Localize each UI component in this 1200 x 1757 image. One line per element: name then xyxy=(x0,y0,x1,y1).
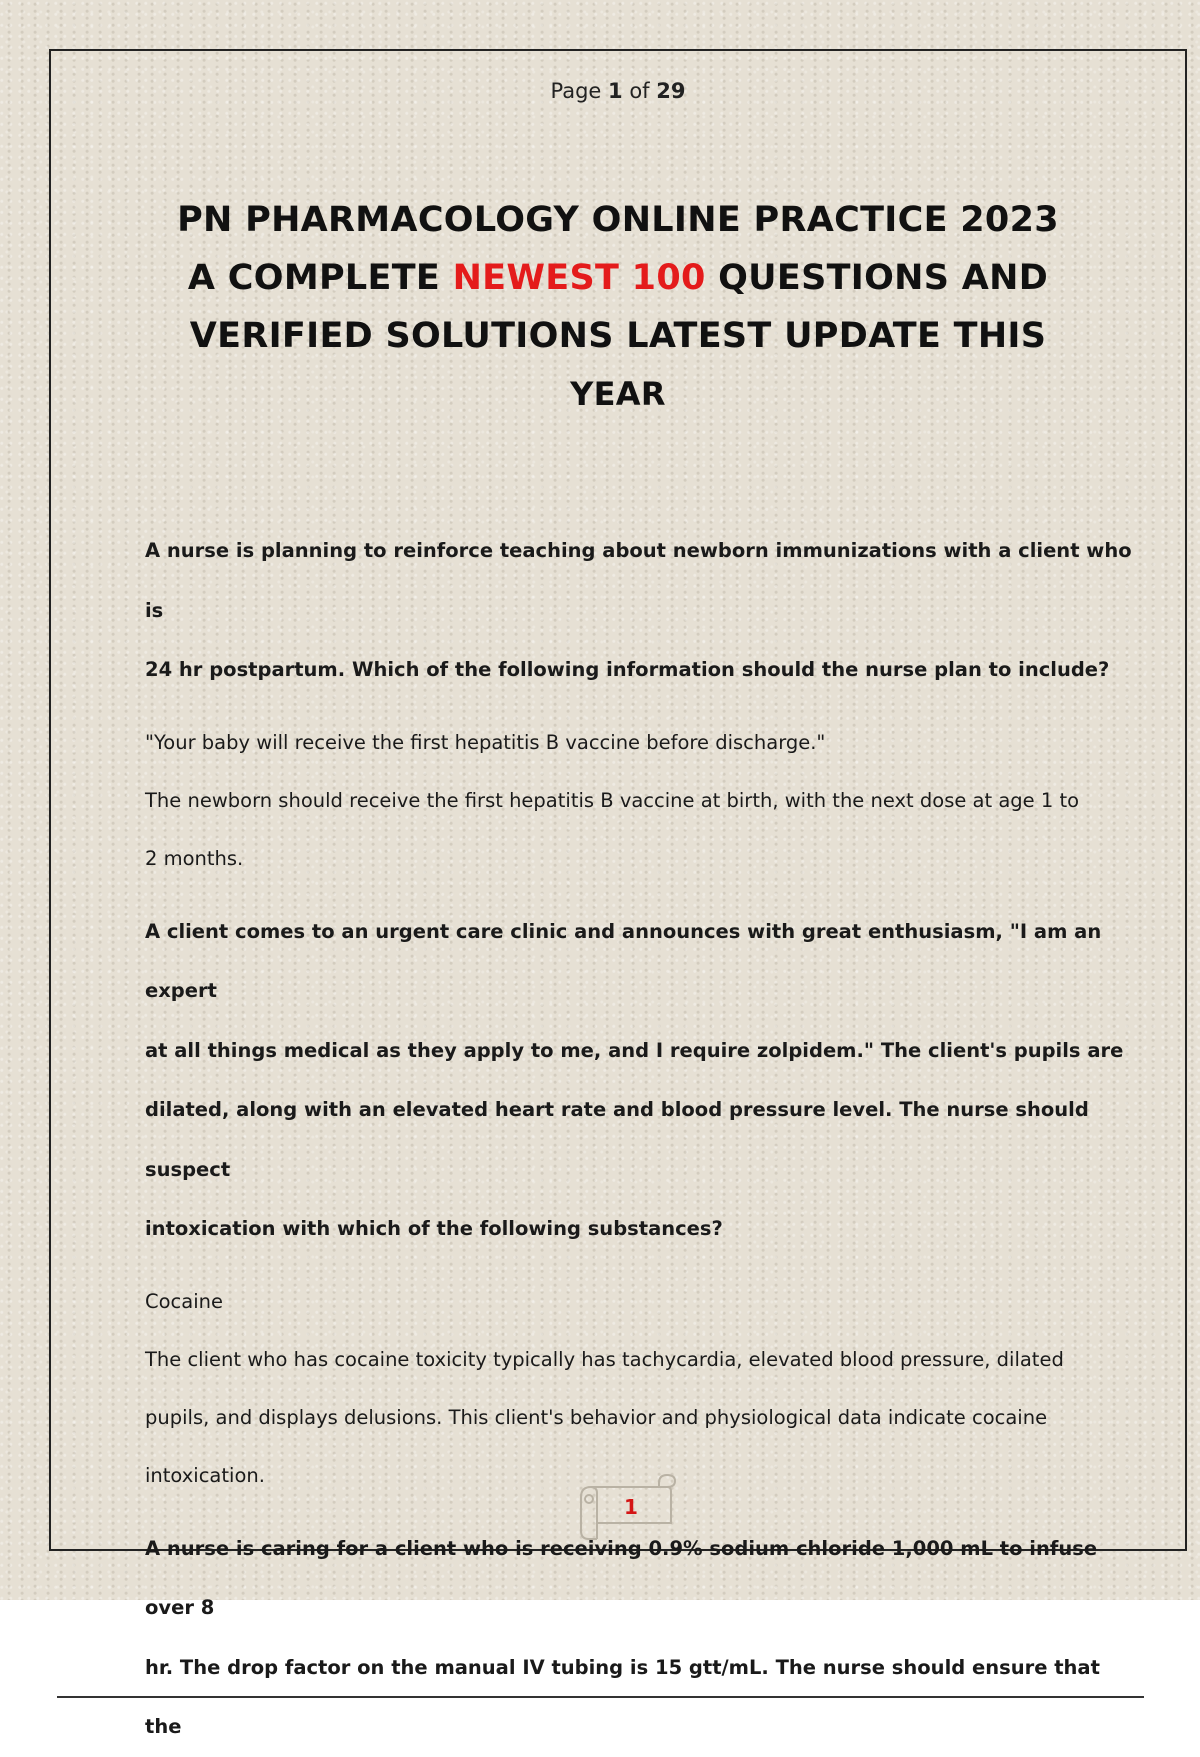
rationale-2-line-1: The client who has cocaine toxicity typically has tachycardia, elevated blood pressure, dilated xyxy=(145,1347,1064,1371)
page-header-current: 1 xyxy=(608,79,623,103)
question-3-line-2: hr. The drop factor on the manual IV tubing is 15 gtt/mL. The nurse should ensure that the xyxy=(145,1655,1100,1738)
title-line-2 xyxy=(111,249,1125,307)
question-2-line-2: at all things medical as they apply to me, and I require zolpidem." The client's pupils are xyxy=(145,1038,1124,1062)
page-header-total: 29 xyxy=(656,79,686,103)
answer-2: Cocaine xyxy=(145,1289,223,1313)
page-border-frame xyxy=(49,49,1187,1738)
footer-page-number-text: 1 xyxy=(624,1495,638,1519)
rationale-2-line-3: intoxication. xyxy=(145,1463,265,1487)
question-2-line-4: intoxication with which of the following substances? xyxy=(145,1217,723,1240)
questions-content xyxy=(145,521,1135,1757)
bottom-divider xyxy=(57,1696,1144,1698)
question-1-line-2: 24 hr postpartum. Which of the following information should the nurse plan to include? xyxy=(145,658,1110,681)
page-header xyxy=(51,79,1185,103)
title-highlight: NEWEST 100 xyxy=(452,258,706,298)
question-2-line-1: A client comes to an urgent care clinic and announces with great enthusiasm, "I am an expert xyxy=(145,919,1102,1002)
title-line-1: PN PHARMACOLOGY ONLINE PRACTICE 2023 xyxy=(177,200,1059,240)
answer-1: "Your baby will receive the first hepatitis B vaccine before discharge." xyxy=(145,730,826,754)
title-line-2-end: QUESTIONS AND xyxy=(705,258,1049,298)
rationale-1-line-1: The newborn should receive the first hepatitis B vaccine at birth, with the next dose at age 1 to xyxy=(145,788,1080,812)
question-3-line-1: A nurse is caring for a client who is receiving 0.9% sodium chloride 1,000 mL to infuse over 8 xyxy=(145,1536,1098,1619)
title-line-2-start: A COMPLETE xyxy=(187,258,453,298)
question-1-line-1: A nurse is planning to reinforce teaching about newborn immunizations with a client who is xyxy=(145,539,1132,622)
rationale-2-line-2: pupils, and displays delusions. This client's behavior and physiological data indicate cocaine xyxy=(145,1405,1048,1429)
rationale-1-line-2: 2 months. xyxy=(145,846,244,870)
page-header-prefix: Page xyxy=(550,79,609,103)
title-line-4: YEAR xyxy=(570,375,666,413)
question-2-line-3: dilated, along with an elevated heart rate and blood pressure level. The nurse should suspect xyxy=(145,1098,1089,1181)
title-line-3: VERIFIED SOLUTIONS LATEST UPDATE THIS xyxy=(189,316,1047,356)
page-header-middle: of xyxy=(622,79,657,103)
footer-page-number xyxy=(571,1473,691,1541)
document-title xyxy=(111,191,1125,423)
